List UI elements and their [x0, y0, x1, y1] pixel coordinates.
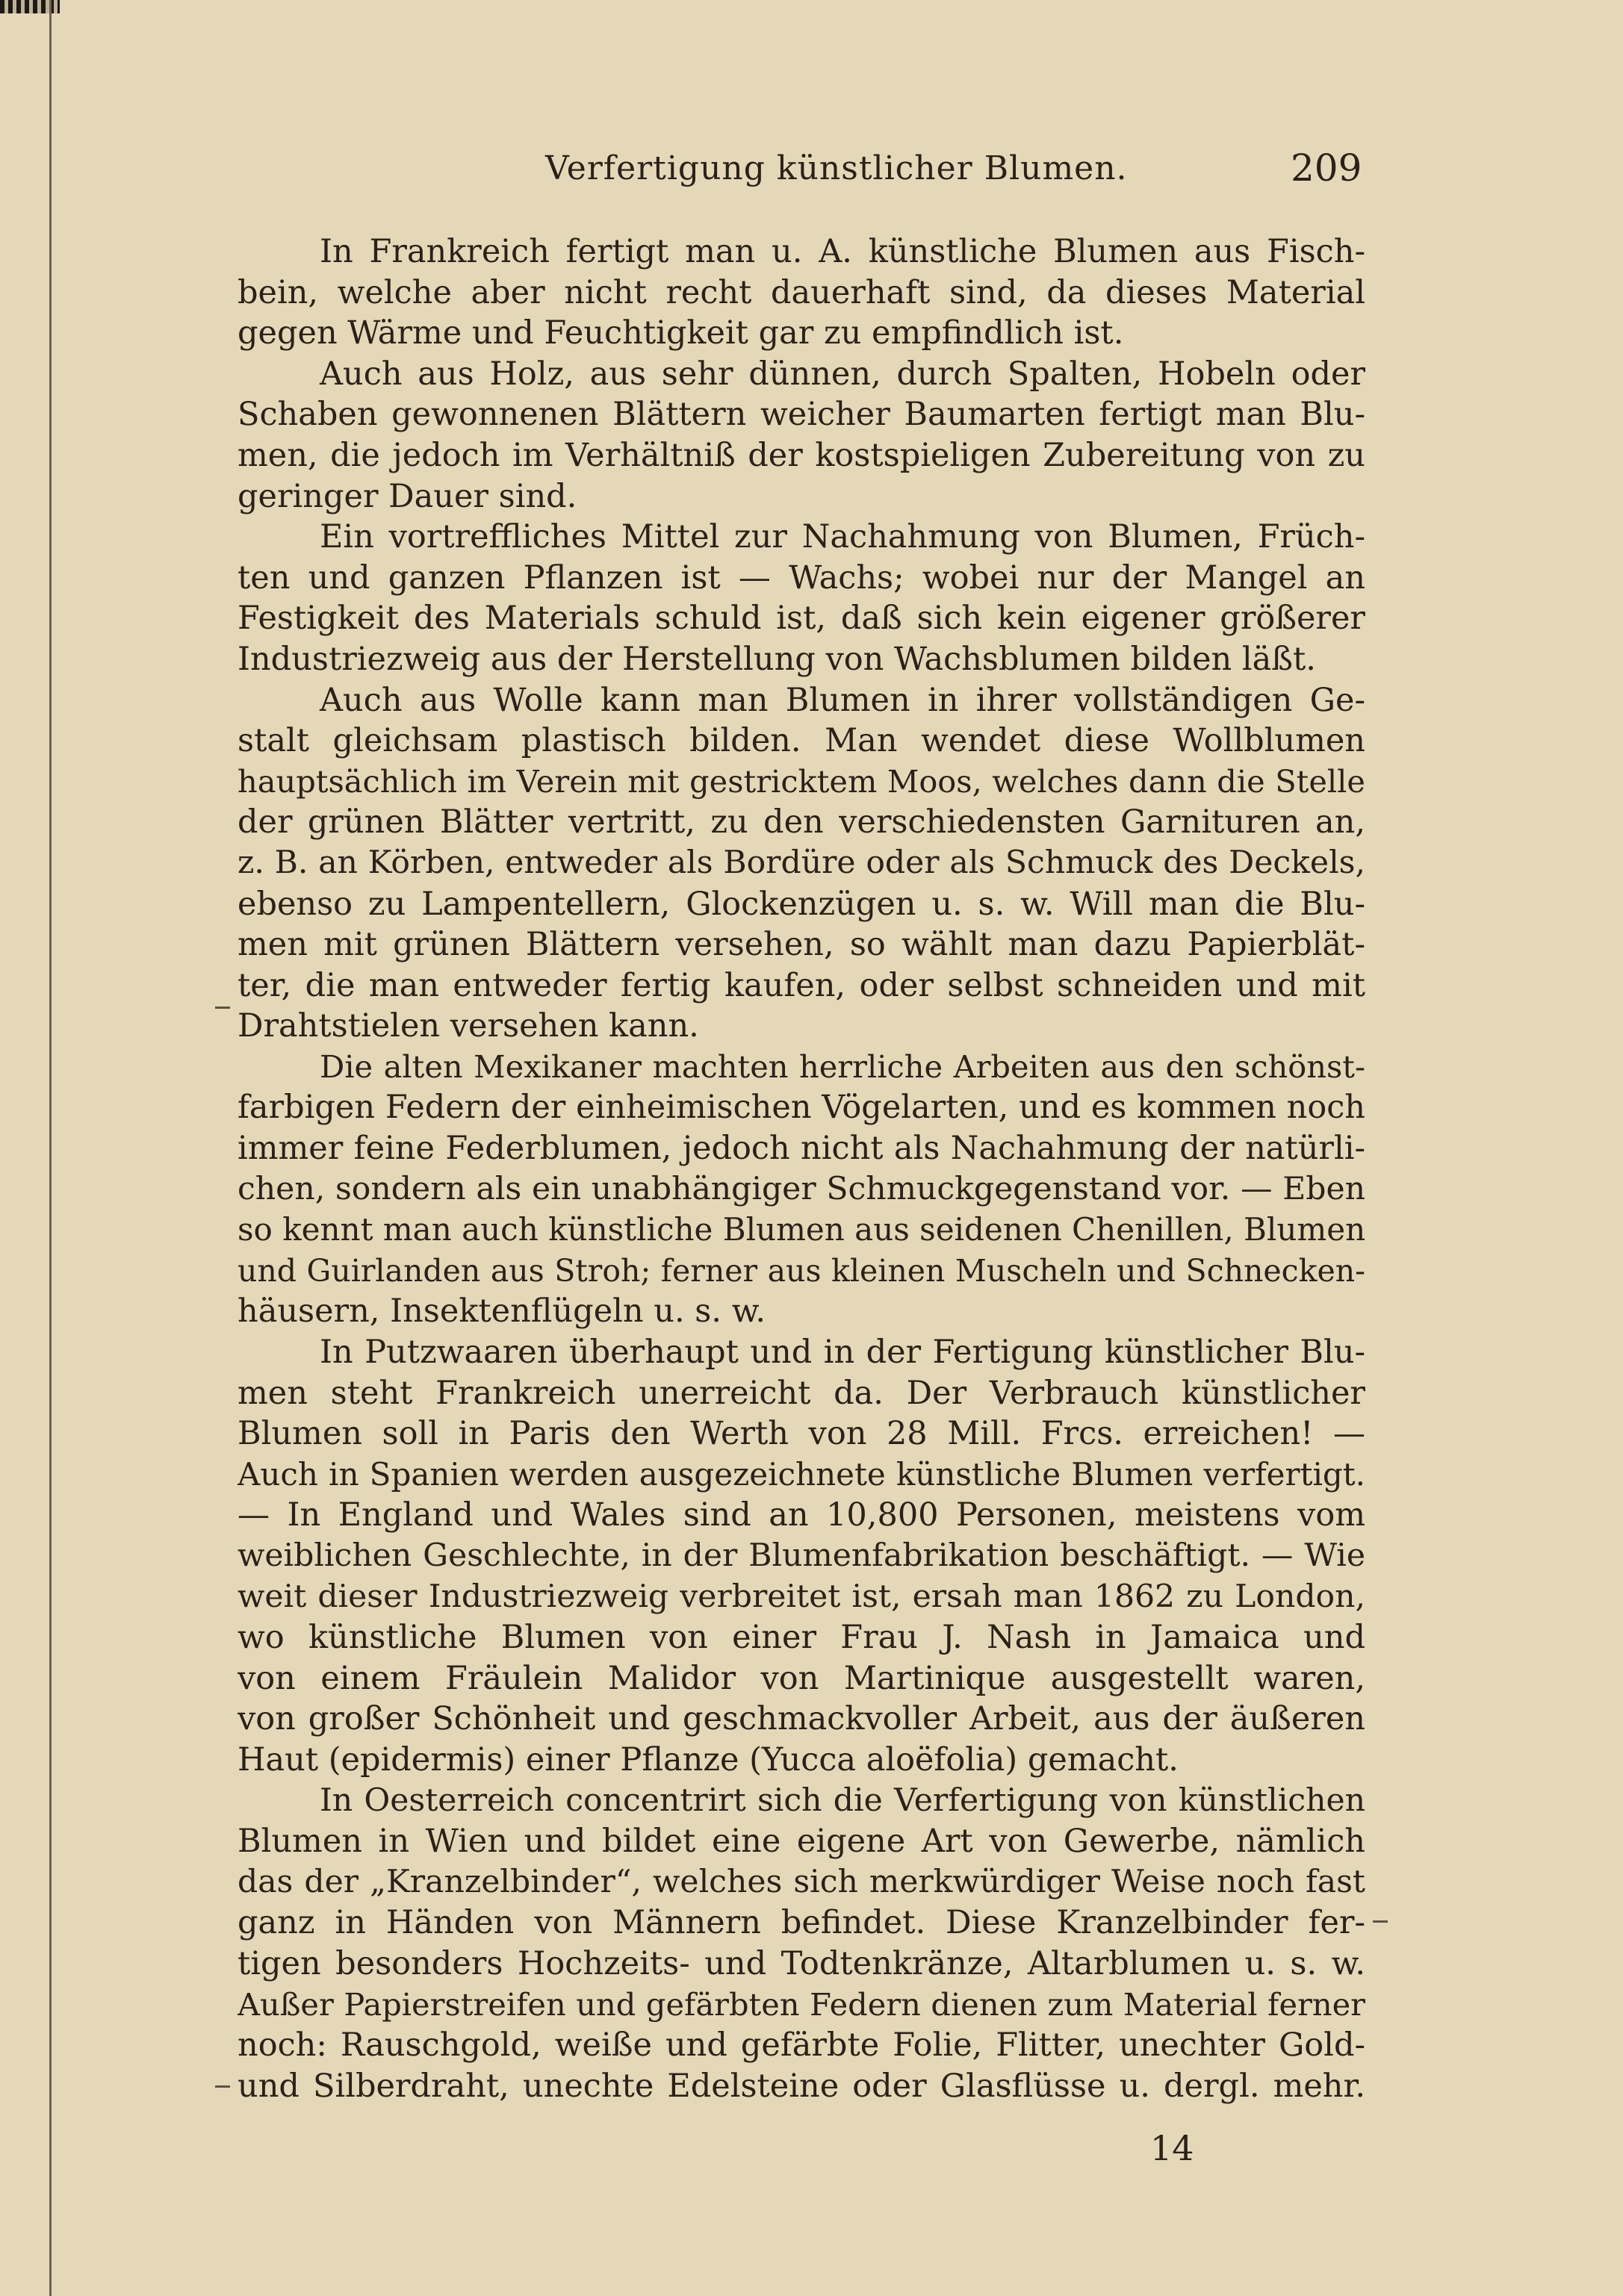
- text-line: ter, die man entweder fertig kaufen, oder selbst schneiden und mit: [238, 966, 1365, 1004]
- text-line: Haut (epidermis) einer Pflanze (Yucca aloëfolia) gemacht.: [238, 1740, 1179, 1779]
- text-line: — In England und Wales sind an 10,800 Personen, meistens vom: [238, 1496, 1365, 1534]
- text-line: ten und ganzen Pflanzen ist — Wachs; wobei nur der Mangel an: [238, 559, 1365, 597]
- text-line: z. B. an Körben, entweder als Bordüre oder als Schmuck des Deckels,: [238, 844, 1365, 881]
- text-line: bein, welche aber nicht recht dauerhaft sind, da dieses Material: [238, 273, 1365, 311]
- running-head: Verfertigung künstlicher Blumen.: [545, 149, 1128, 187]
- text-line: und Guirlanden aus Stroh; ferner aus kleinen Muscheln und Schnecken-: [238, 1252, 1365, 1289]
- text-line: Industriezweig aus der Herstellung von Wachsblumen bilden läßt.: [238, 640, 1316, 678]
- text-line: hauptsächlich im Verein mit gestricktem Moos, welches dann die Stelle: [238, 762, 1365, 800]
- text-line: so kennt man auch künstliche Blumen aus seidenen Chenillen, Blumen: [238, 1211, 1365, 1248]
- margin-mark: [215, 2085, 230, 2088]
- sheet-signature: 14: [1150, 2128, 1194, 2168]
- text-line: das der „Kranzelbinder“, welches sich merkwürdiger Weise noch fast: [238, 1863, 1365, 1900]
- text-line: Drahtstielen versehen kann.: [238, 1007, 699, 1045]
- text-line: Festigkeit des Materials schuld ist, daß sich kein eigener größerer: [238, 600, 1365, 638]
- text-line: Auch aus Holz, aus sehr dünnen, durch Spalten, Hobeln oder: [320, 355, 1365, 393]
- text-line: Blumen in Wien und bildet eine eigene Art von Gewerbe, nämlich: [238, 1823, 1365, 1861]
- text-line: geringer Dauer sind.: [238, 477, 577, 515]
- margin-mark: [1373, 1920, 1388, 1923]
- text-line: men, die jedoch im Verhältniß der kostspieligen Zubereitung von zu: [238, 436, 1365, 474]
- text-line: häusern, Insektenflügeln u. s. w.: [238, 1292, 766, 1331]
- text-line: Ein vortreffliches Mittel zur Nachahmung von Blumen, Früch-: [320, 518, 1365, 556]
- text-line: und Silberdraht, unechte Edelsteine oder Glasflüsse u. dergl. mehr.: [238, 2067, 1365, 2105]
- text-line: der grünen Blätter vertritt, zu den verschiedensten Garnituren an,: [238, 803, 1365, 841]
- text-line: Blumen soll in Paris den Werth von 28 Mill. Frcs. erreichen! —: [238, 1415, 1365, 1453]
- text-line: gegen Wärme und Feuchtigkeit gar zu empfindlich ist.: [238, 314, 1124, 352]
- text-line: Schaben gewonnenen Blättern weicher Baumarten fertigt man Blu-: [238, 396, 1365, 434]
- text-line: wo künstliche Blumen von einer Frau J. Nash in Jamaica und: [238, 1619, 1365, 1657]
- text-line: stalt gleichsam plastisch bilden. Man wendet diese Wollblumen: [238, 722, 1365, 760]
- text-line: men steht Frankreich unerreicht da. Der Verbrauch künstlicher: [238, 1374, 1365, 1412]
- text-line: ebenso zu Lampentellern, Glockenzügen u. s. w. Will man die Blu-: [238, 885, 1365, 923]
- text-line: weiblichen Geschlechte, in der Blumenfabrikation beschäftigt. — Wie: [238, 1537, 1365, 1574]
- text-line: In Oesterreich concentrirt sich die Verfertigung von künstlichen: [320, 1782, 1365, 1819]
- page-number: 209: [1291, 146, 1362, 190]
- text-line: Auch in Spanien werden ausgezeichnete künstliche Blumen verfertigt.: [238, 1455, 1365, 1493]
- text-line: von großer Schönheit und geschmackvoller Arbeit, aus der äußeren: [238, 1700, 1365, 1738]
- text-line: weit dieser Industriezweig verbreitet ist, ersah man 1862 zu London,: [238, 1578, 1365, 1615]
- text-line: ganz in Händen von Männern befindet. Diese Kranzelbinder fer-: [238, 1904, 1365, 1942]
- text-line: tigen besonders Hochzeits- und Todtenkränze, Altarblumen u. s. w.: [238, 1944, 1365, 1982]
- text-line: In Frankreich fertigt man u. A. künstliche Blumen aus Fisch-: [320, 233, 1365, 270]
- text-line: noch: Rauschgold, weiße und gefärbte Folie, Flitter, unechter Gold-: [238, 2026, 1365, 2065]
- text-line: Außer Papierstreifen und gefärbten Federn dienen zum Material ferner: [238, 1985, 1365, 2023]
- page-gutter-line: [49, 0, 52, 2296]
- text-line: von einem Fräulein Malidor von Martinique ausgestellt waren,: [238, 1659, 1365, 1697]
- text-line: Die alten Mexikaner machten herrliche Arbeiten aus den schönst-: [320, 1048, 1365, 1085]
- margin-mark: [215, 1007, 230, 1009]
- text-line: men mit grünen Blättern versehen, so wählt man dazu Papierblät-: [238, 926, 1365, 964]
- body-text: [238, 231, 1365, 2106]
- text-line: farbigen Federn der einheimischen Vögelarten, und es kommen noch: [238, 1089, 1365, 1127]
- text-line: In Putzwaaren überhaupt und in der Fertigung künstlicher Blu-: [320, 1334, 1365, 1372]
- text-line: chen, sondern als ein unabhängiger Schmuckgegenstand vor. — Eben: [238, 1170, 1365, 1207]
- text-line: immer feine Federblumen, jedoch nicht als Nachahmung der natürli-: [238, 1130, 1365, 1168]
- text-line: Auch aus Wolle kann man Blumen in ihrer vollständigen Ge-: [320, 681, 1365, 719]
